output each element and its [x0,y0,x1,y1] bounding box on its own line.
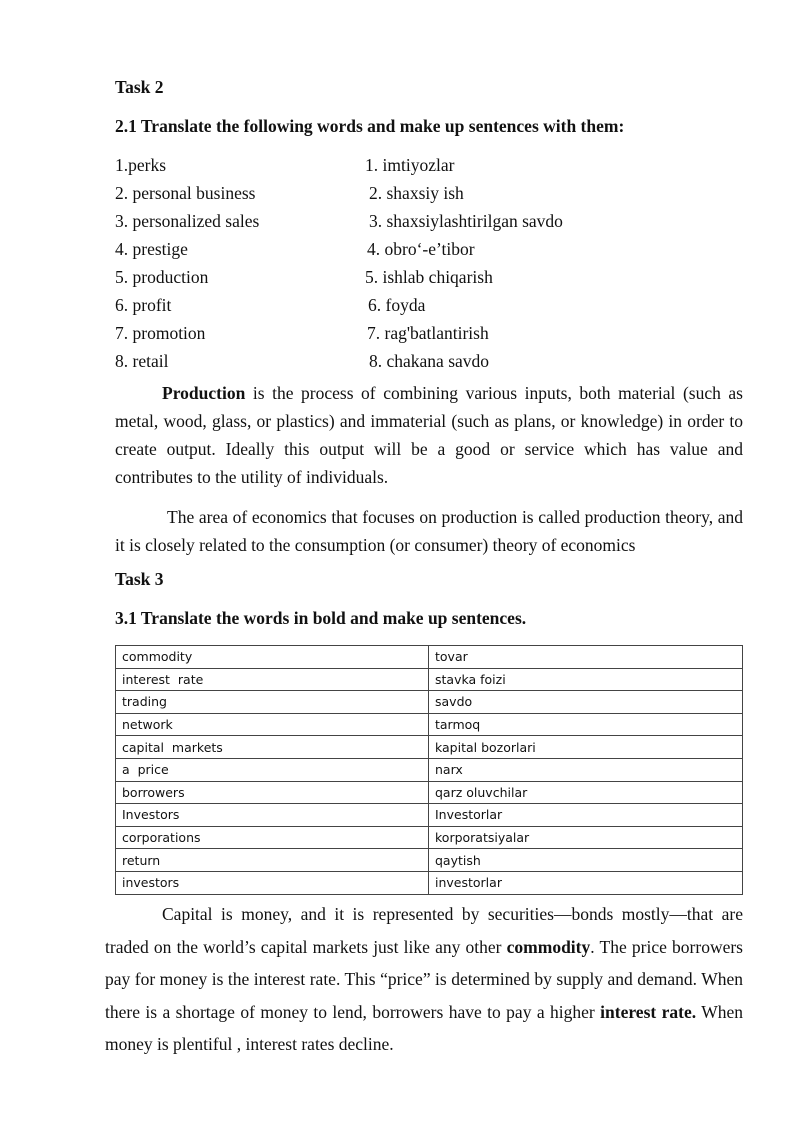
table-row [116,736,743,759]
term-english: investors [116,871,429,894]
task3-instruction: 3.1 Translate the words in bold and make up sentences. [115,608,527,628]
terms-table [115,645,743,895]
table-row [116,849,743,872]
table-row [116,668,743,691]
term-uzbek: qaytish [429,849,743,872]
vocab-english: 6. profit [115,295,172,315]
vocab-english: 4. prestige [115,239,188,259]
task2-instruction: 2.1 Translate the following words and make up sentences with them: [115,116,625,136]
capital-text-1: Capital is money, and it is represented by securities—bonds mostly—that are traded on the world’s capital markets just like any other [105,904,743,957]
vocab-uzbek: 1. imtiyozlar [365,155,455,175]
term-uzbek: savdo [429,691,743,714]
capital-text-3: When money is plentiful , interest rates decline. [105,1001,743,1054]
term-english: Investors [116,804,429,827]
production-paragraph [115,379,743,491]
term-english: borrowers [116,781,429,804]
vocab-english: 8. retail [115,351,169,371]
production-theory-paragraph: The area of economics that focuses on production is called production theory, and it is closely related to the consumption (or consumer) theory of economics [115,507,743,555]
vocab-english: 3. personalized sales [115,211,260,231]
term-english: return [116,849,429,872]
table-row [116,781,743,804]
vocab-english: 2. personal business [115,183,256,203]
production-term: Production [162,383,246,403]
vocab-uzbek: 2. shaxsiy ish [369,183,464,203]
term-english: a price [116,758,429,781]
vocab-uzbek: 8. chakana savdo [369,351,490,371]
production-text: is the process of combining various inputs, both material (such as metal, wood, glass, or plastics) and immaterial (such as plans, or knowledge) in order to create output. Ideally this output will be a good or service which has value and contributes to the utility of individuals. [115,383,743,487]
term-english: interest rate [116,668,429,691]
term-english: commodity [116,646,429,669]
task3-title: Task 3 [115,569,164,589]
table-row [116,713,743,736]
table-row [116,758,743,781]
capital-text-2: . The price borrowers pay for money is the interest rate. This “price” is determined by supply and demand. When there is a shortage of money to lend, borrowers have to pay a higher [105,936,743,1022]
term-english: trading [116,691,429,714]
capital-paragraph [105,898,743,1061]
vocab-english: 1.perks [115,155,167,175]
term-english: corporations [116,826,429,849]
commodity-term: commodity [506,936,591,957]
vocab-english: 5. production [115,267,209,287]
table-row [116,691,743,714]
term-english: network [116,713,429,736]
table-row [116,804,743,827]
table-row [116,646,743,669]
term-uzbek: investorlar [429,871,743,894]
term-uzbek: korporatsiyalar [429,826,743,849]
table-row [116,826,743,849]
vocab-uzbek: 7. rag'batlantirish [367,323,489,343]
term-uzbek: qarz oluvchilar [429,781,743,804]
vocab-uzbek: 3. shaxsiylashtirilgan savdo [369,211,563,231]
term-uzbek: tovar [429,646,743,669]
term-english: capital markets [116,736,429,759]
interest-rate-term: interest rate. [600,1001,697,1022]
term-uzbek: kapital bozorlari [429,736,743,759]
vocab-uzbek: 6. foyda [368,295,426,315]
term-uzbek: stavka foizi [429,668,743,691]
table-row [116,871,743,894]
vocab-uzbek: 5. ishlab chiqarish [365,267,493,287]
task2-title: Task 2 [115,77,164,97]
vocab-uzbek: 4. obro‘-e’tibor [367,239,475,259]
term-uzbek: narx [429,758,743,781]
term-uzbek: tarmoq [429,713,743,736]
term-uzbek: Investorlar [429,804,743,827]
vocab-english: 7. promotion [115,323,206,343]
